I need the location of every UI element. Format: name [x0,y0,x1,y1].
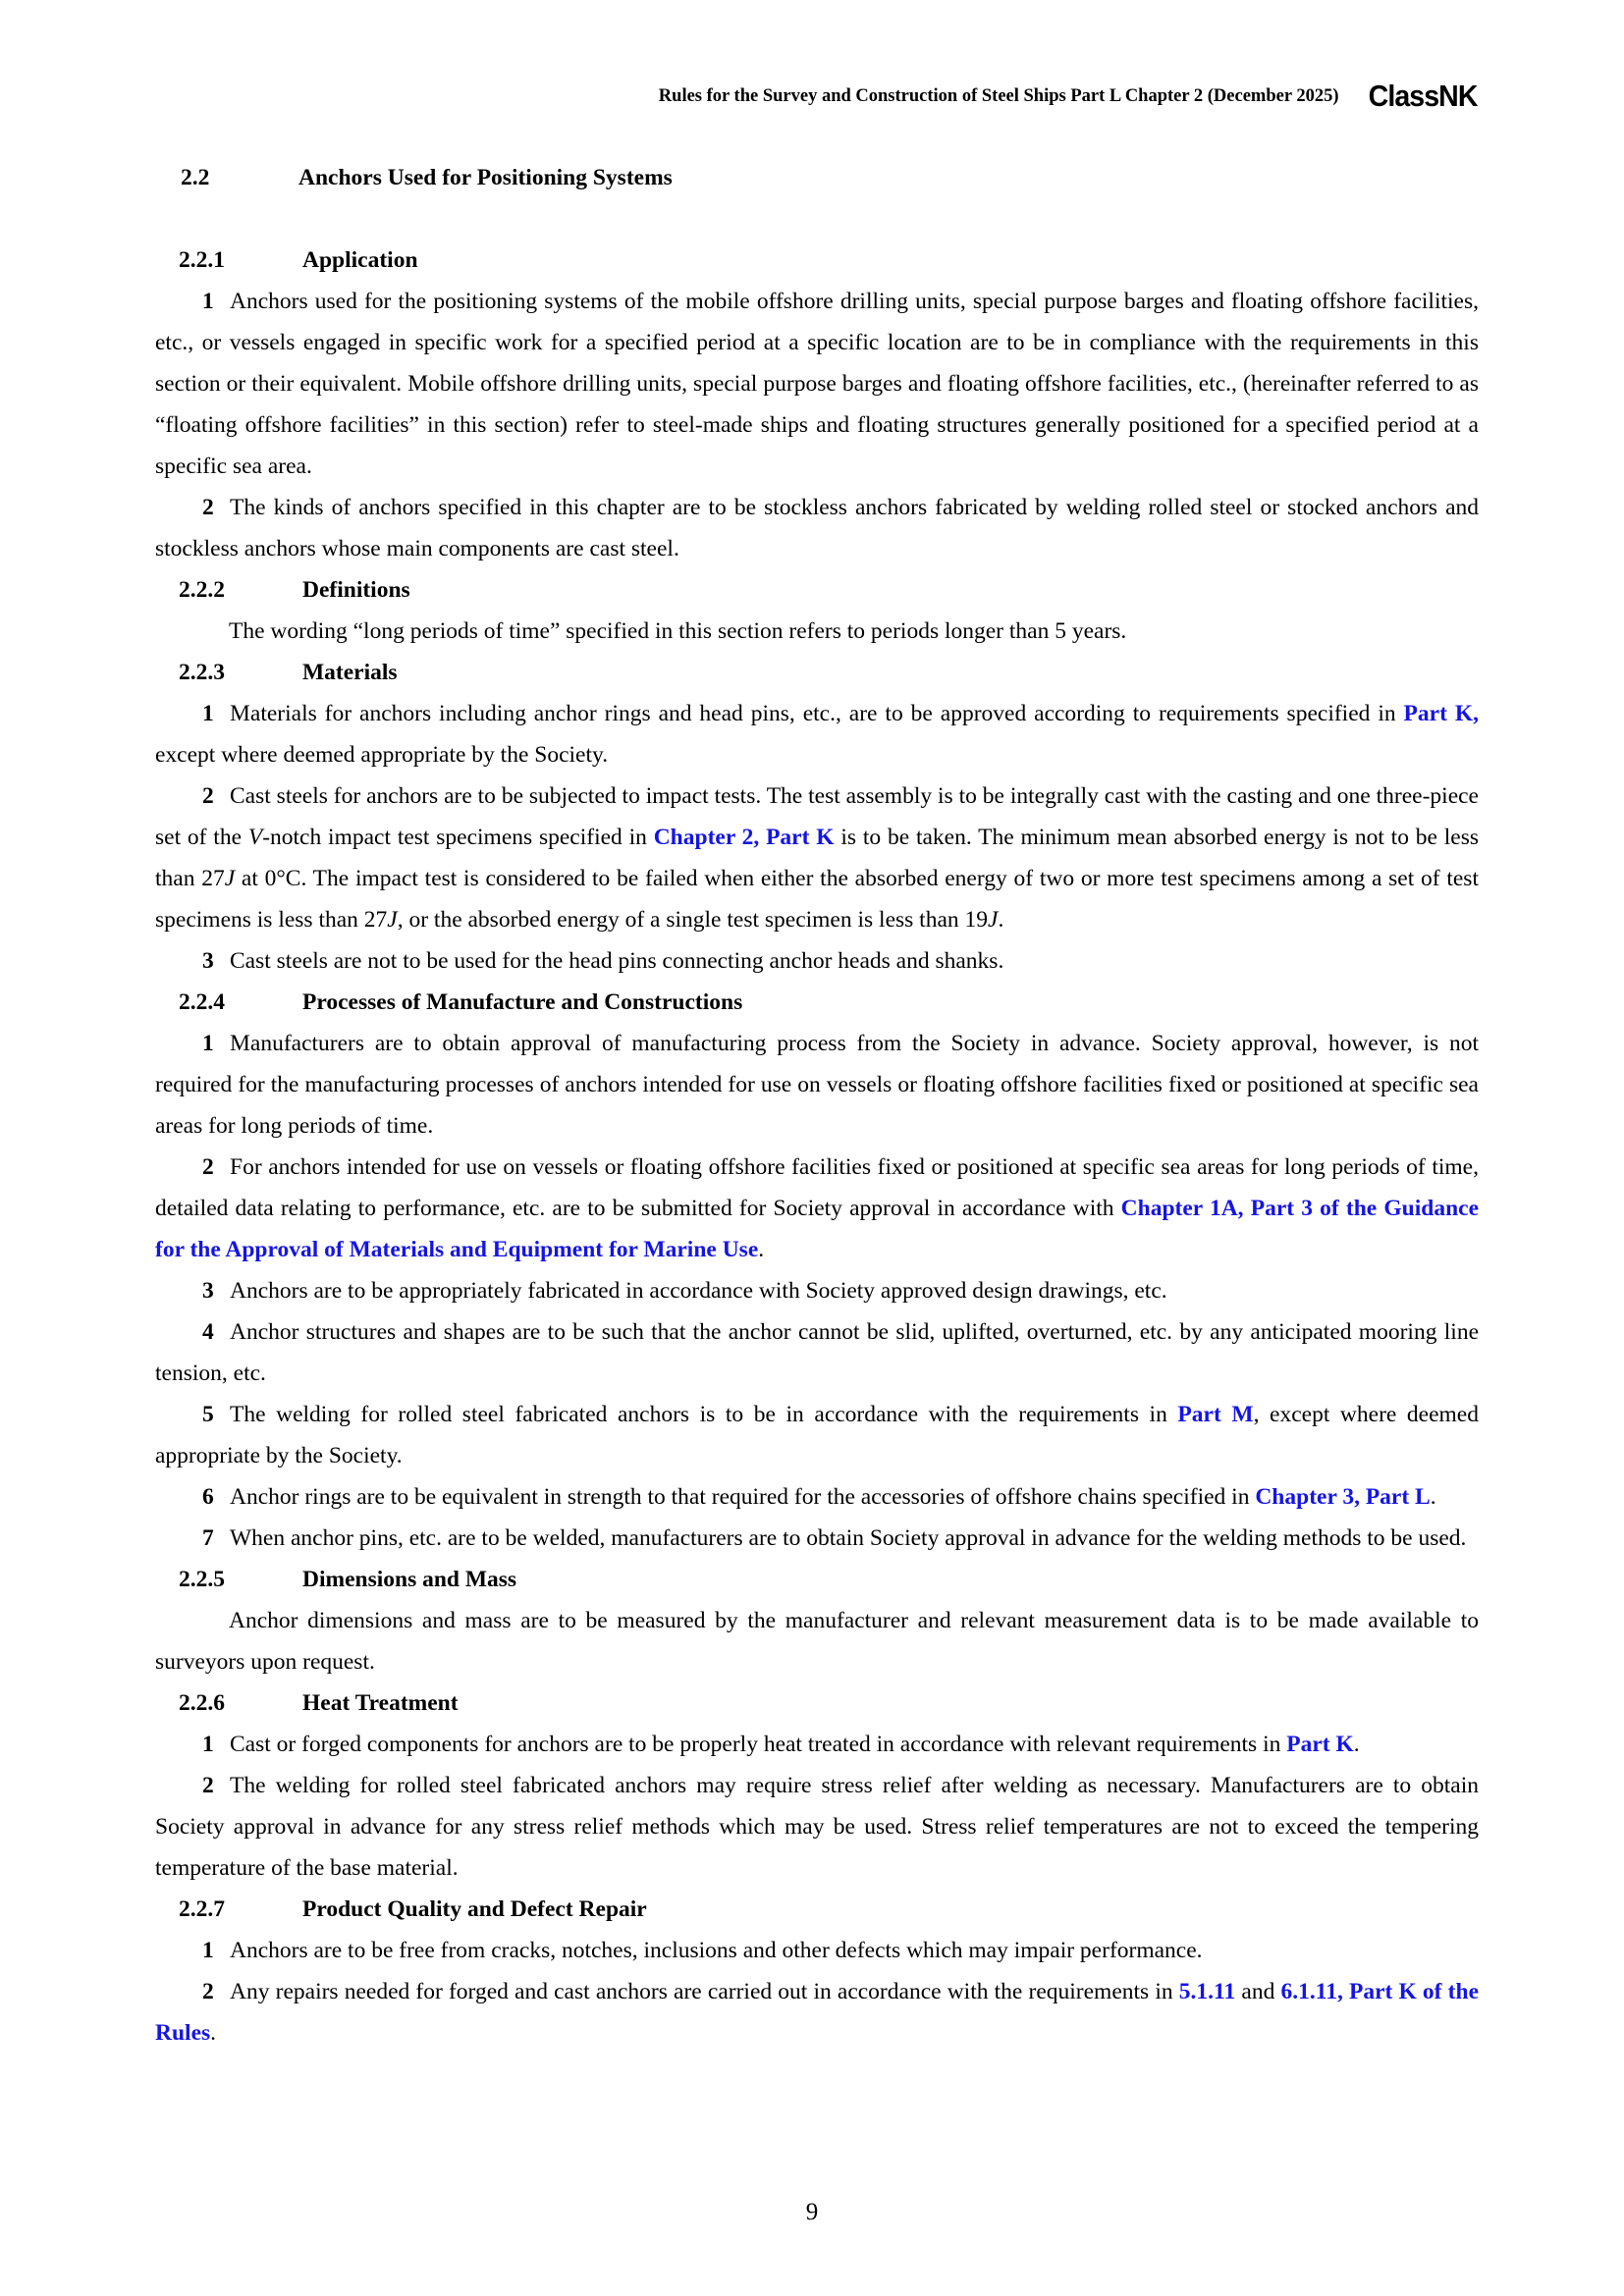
paragraph-text: The wording “long periods of time” specified in this section refers to periods longer than 5 years. [229,618,1127,644]
paragraph-text: Manufacturers are to obtain approval of manufacturing process from the Society in advance. Society approval, however, is not required for the manufacturing processes of anchors intended for use on vessels or floating offshore facilities fixed or positioned at specific sea areas for long periods of time. [155,1031,1479,1139]
paragraph-text: The kinds of anchors specified in this chapter are to be stockless anchors fabricated by welding rolled steel or stocked anchors and stockless anchors whose main components are cast steel. [155,495,1479,561]
paragraph-text: , or the absorbed energy of a single test specimen is less than 19 [397,907,988,933]
document-body [155,157,1479,2054]
italic-symbol: V [247,825,263,850]
paragraph-number: 2 [202,1773,214,1798]
paragraph-text: Anchors are to be appropriately fabricated in accordance with Society approved design drawings, etc. [230,1278,1167,1304]
subsection-title: Dimensions and Mass [302,1567,517,1592]
subsection-title: Application [302,247,418,273]
paragraph [155,1765,1479,1889]
link-part-m[interactable]: Part M [1177,1402,1254,1427]
paragraph [155,1023,1479,1147]
paragraph [155,1476,1479,1518]
subsection-heading-2-2-7 [155,1889,1479,1930]
link-guidance-approval-materials[interactable]: Chapter 1A, Part 3 of the Guidance for the Approval of Materials and Equipment for Marine Use [155,1196,1479,1262]
paragraph-text: and [1235,1979,1281,2004]
link-5-1-11[interactable]: 5.1.11 [1178,1979,1236,2004]
paragraph-number: 3 [202,1278,214,1304]
paragraph-number: 6 [202,1484,214,1510]
paragraph [155,775,1479,940]
italic-symbol: J [387,907,398,933]
paragraph-text: . [758,1237,765,1262]
section-heading [155,157,1479,198]
link-chapter-2-part-k[interactable]: Chapter 2, Part K [653,825,835,850]
paragraph-text: The welding for rolled steel fabricated anchors may require stress relief after welding as necessary. Manufacturers are to obtain Society approval in advance for any stress relief methods which may be used. Stress relief temperatures are not to exceed the tempering temperature of the base material. [155,1773,1479,1881]
subsection-title: Heat Treatment [302,1690,459,1716]
paragraph [155,1518,1479,1559]
paragraph-text: Cast or forged components for anchors are to be properly heat treated in accordance with relevant requirements in [230,1732,1287,1757]
paragraph-number: 1 [202,1732,214,1757]
paragraph [155,1270,1479,1311]
subsection-title: Processes of Manufacture and Constructions [302,989,743,1015]
paragraph-number: 5 [202,1402,214,1427]
paragraph [155,940,1479,982]
italic-symbol: J [224,866,236,891]
paragraph-text: Any repairs needed for forged and cast anchors are carried out in accordance with the requirements in [230,1979,1179,2004]
paragraph-number: 1 [202,1938,214,1963]
paragraph-text: , except where deemed appropriate by the Society. [155,1402,1479,1468]
paragraph-text: When anchor pins, etc. are to be welded, manufacturers are to obtain Society approval in advance for the welding methods to be used. [230,1525,1467,1551]
paragraph-text: . [1353,1732,1360,1757]
paragraph-number: 2 [202,1979,214,2004]
section-title: Anchors Used for Positioning Systems [298,165,673,190]
paragraph-text: at 0°C. The impact test is considered to be failed when either the absorbed energy of two or more test specimens among a set of test specimens is less than 27 [155,866,1479,933]
classnk-logo: ClassNK [1368,79,1477,113]
paragraph [155,1394,1479,1476]
subsection-heading-2-2-6 [155,1682,1479,1724]
paragraph [155,611,1479,652]
subsection-heading-2-2-2 [155,569,1479,611]
paragraph-text: Anchors are to be free from cracks, notches, inclusions and other defects which may impair performance. [230,1938,1203,1963]
link-part-k[interactable]: Part K, [1403,701,1480,726]
paragraph-text: Anchor structures and shapes are to be such that the anchor cannot be slid, uplifted, overturned, etc. by any anticipated mooring line tension, etc. [155,1319,1479,1386]
paragraph [155,693,1479,775]
paragraph-number: 3 [202,948,214,974]
subsection-heading-2-2-4 [155,982,1479,1023]
paragraph [155,1930,1479,1971]
paragraph-number: 4 [202,1319,214,1345]
paragraph-text: -notch impact test specimens specified in [262,825,654,850]
subsection-number: 2.2.2 [179,577,225,603]
subsection-number: 2.2.4 [179,989,225,1015]
paragraph-text: Materials for anchors including anchor rings and head pins, etc., are to be approved according to requirements specified in [230,701,1404,726]
subsection-number: 2.2.6 [179,1690,225,1716]
page-header [659,79,1477,114]
paragraph-number: 1 [202,701,214,726]
paragraph-number: 1 [202,1031,214,1056]
paragraph-text: Anchor dimensions and mass are to be measured by the manufacturer and relevant measurement data is to be made available to surveyors upon request. [155,1608,1479,1675]
subsection-title: Materials [302,660,398,685]
subsection-number: 2.2.7 [179,1896,225,1922]
paragraph-number: 2 [202,495,214,520]
paragraph-text: Cast steels for anchors are to be subjected to impact tests. The test assembly is to be integrally cast with the casting and one three-piece set of the [155,783,1479,850]
subsection-number: 2.2.5 [179,1567,225,1592]
paragraph-text: . [998,907,1004,933]
section-number: 2.2 [181,165,210,190]
paragraph-number: 7 [202,1525,214,1551]
subsection-heading-2-2-1 [155,240,1479,281]
paragraph-text: except where deemed appropriate by the Society. [155,742,609,768]
paragraph-text: Anchor rings are to be equivalent in strength to that required for the accessories of offshore chains specified in [230,1484,1256,1510]
paragraph [155,1971,1479,2054]
link-chapter-3-part-l[interactable]: Chapter 3, Part L [1255,1484,1431,1510]
paragraph [155,487,1479,569]
subsection-number: 2.2.3 [179,660,225,685]
paragraph [155,1600,1479,1682]
paragraph-text: . [210,2020,217,2046]
link-6-1-11-part-k[interactable]: 6.1.11, Part K of the Rules [155,1979,1479,2046]
paragraph [155,1724,1479,1765]
subsection-title: Definitions [302,577,410,603]
paragraph [155,1147,1479,1270]
paragraph-number: 2 [202,1154,214,1180]
paragraph [155,281,1479,487]
paragraph-number: 1 [202,289,214,314]
subsection-heading-2-2-3 [155,652,1479,693]
header-title: Rules for the Survey and Construction of Steel Ships Part L Chapter 2 (December 2025) [658,85,1339,106]
subsection-heading-2-2-5 [155,1559,1479,1600]
page-number: 9 [805,2199,819,2225]
subsection-title: Product Quality and Defect Repair [302,1896,647,1922]
paragraph-text: For anchors intended for use on vessels or floating offshore facilities fixed or positioned at specific sea areas for long periods of time, detailed data relating to performance, etc. are to be submitted for Society approval in accordance with [155,1154,1479,1221]
paragraph-text: The welding for rolled steel fabricated anchors is to be in accordance with the requirements in [230,1402,1178,1427]
paragraph-text: is to be taken. The minimum mean absorbed energy is not to be less than 27 [155,825,1480,891]
paragraph-number: 2 [202,783,214,809]
paragraph [155,1311,1479,1394]
subsection-number: 2.2.1 [179,247,225,273]
paragraph-text: Cast steels are not to be used for the head pins connecting anchor heads and shanks. [230,948,1004,974]
link-part-k[interactable]: Part K [1286,1732,1354,1757]
paragraph-text: . [1430,1484,1436,1510]
paragraph-text: Anchors used for the positioning systems of the mobile offshore drilling units, special purpose barges and floating offshore facilities, etc., or vessels engaged in specific work for a specified period at a specific location are to be in compliance with the requirements in this section or their equivalent. Mobile offshore drilling units, special purpose barges and floating offshore facilities, etc., (hereinafter referred to as “floating offshore facilities” in this section) refer to steel-made ships and floating structures generally positioned for a specified period at a specific sea area. [155,289,1479,479]
italic-symbol: J [988,907,999,933]
